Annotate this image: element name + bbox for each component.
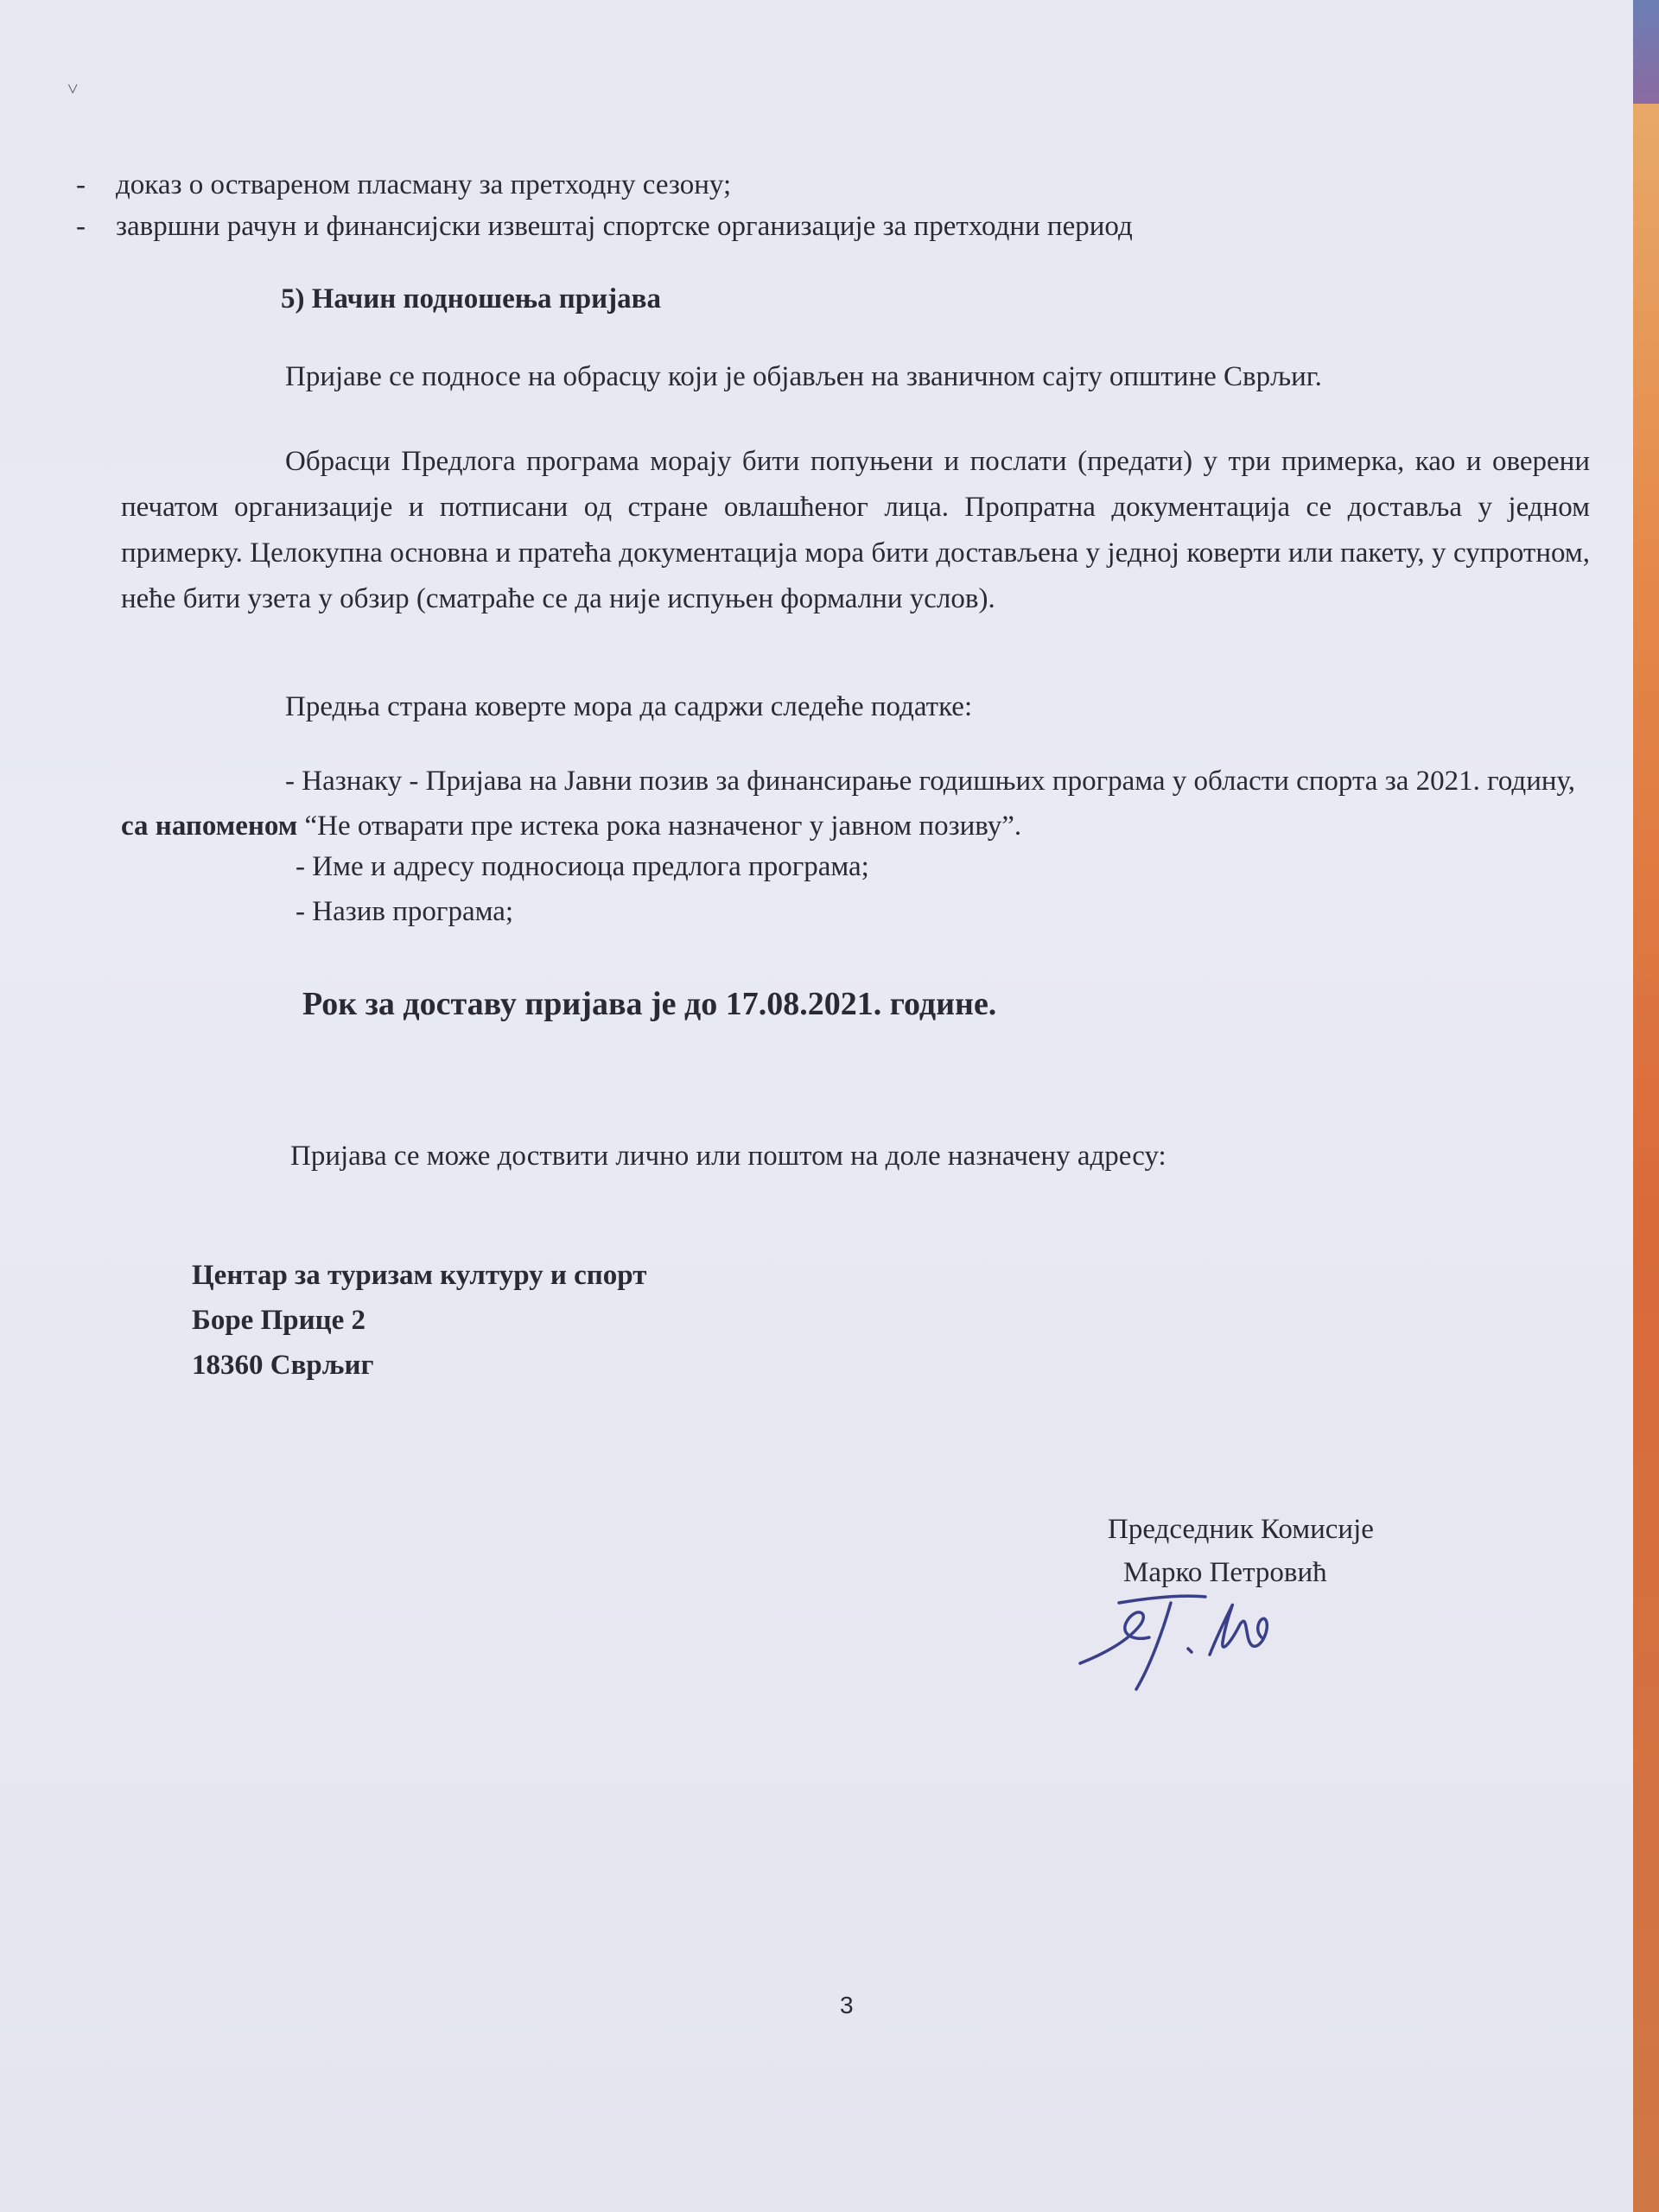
list-item [76, 206, 1133, 247]
signer-name: Марко Петровић [1123, 1557, 1327, 1588]
paragraph-delivery: Пријава се може доствити лично или поштом на доле назначену адресу: [290, 1141, 1166, 1172]
paragraph-envelope: Предња страна коверте мора да садржи следеће податке: [285, 691, 973, 722]
paragraph-forms: Обрасци Предлога програма морају бити попуњени и послати (предати) у три примерка, као и оверени печатом организације и потписани од стране овлашћеног лица. Пропратна документација се доставља у једном примерку. Целокупна основна и пратећа документација мора бити достављена у једној коверти или пакету, у супротном, неће бити узета у обзир (сматраће се да није испуњен формални услов). [121, 446, 1590, 614]
address-line: Боре Прице 2 [192, 1305, 366, 1336]
envelope-item-program-name: - Назив програма; [296, 896, 514, 927]
address-block [192, 1253, 646, 1388]
list-item [76, 164, 1133, 206]
designation-note-label: са напоменом [121, 810, 298, 842]
list-item-text: завршни рачун и финансијски извештај спортске организације за претходни период [116, 211, 1133, 242]
address-line: 18360 Сврљиг [192, 1350, 374, 1381]
address-line: Центар за туризам културу и спорт [192, 1260, 647, 1291]
designation-note-text: “Не отварати пре истека рока назначеног у јавном позиву”. [297, 810, 1022, 842]
page-number: 3 [840, 1992, 854, 2018]
requirements-list [76, 164, 1133, 247]
paragraph-submission: Пријаве се подносе на обрасцу који је објављен на званичном сајту општине Сврљиг. [285, 361, 1322, 392]
corner-mark: ˅ [67, 78, 79, 99]
signer-title: Председник Комисије [1108, 1514, 1374, 1545]
background-edge-top [1633, 0, 1659, 104]
background-edge [1633, 0, 1659, 2212]
list-item-text: доказ о оствареном пласману за претходну сезону; [116, 169, 732, 200]
deadline-notice: Рок за доставу пријава је до 17.08.2021. године. [302, 986, 997, 1022]
bullet-dash: - [76, 169, 86, 200]
envelope-item-designation [121, 759, 1590, 849]
handwritten-signature [1067, 1581, 1344, 1694]
envelope-item-applicant: - Име и адресу подносиоца предлога програма; [296, 851, 869, 882]
section-heading: 5) Начин подношења пријава [281, 283, 661, 315]
designation-text: - Назнаку - Пријава на Јавни позив за финансирање годишњих програма у области спорта за 2021. годину, [285, 766, 1575, 797]
bullet-dash: - [76, 211, 86, 242]
